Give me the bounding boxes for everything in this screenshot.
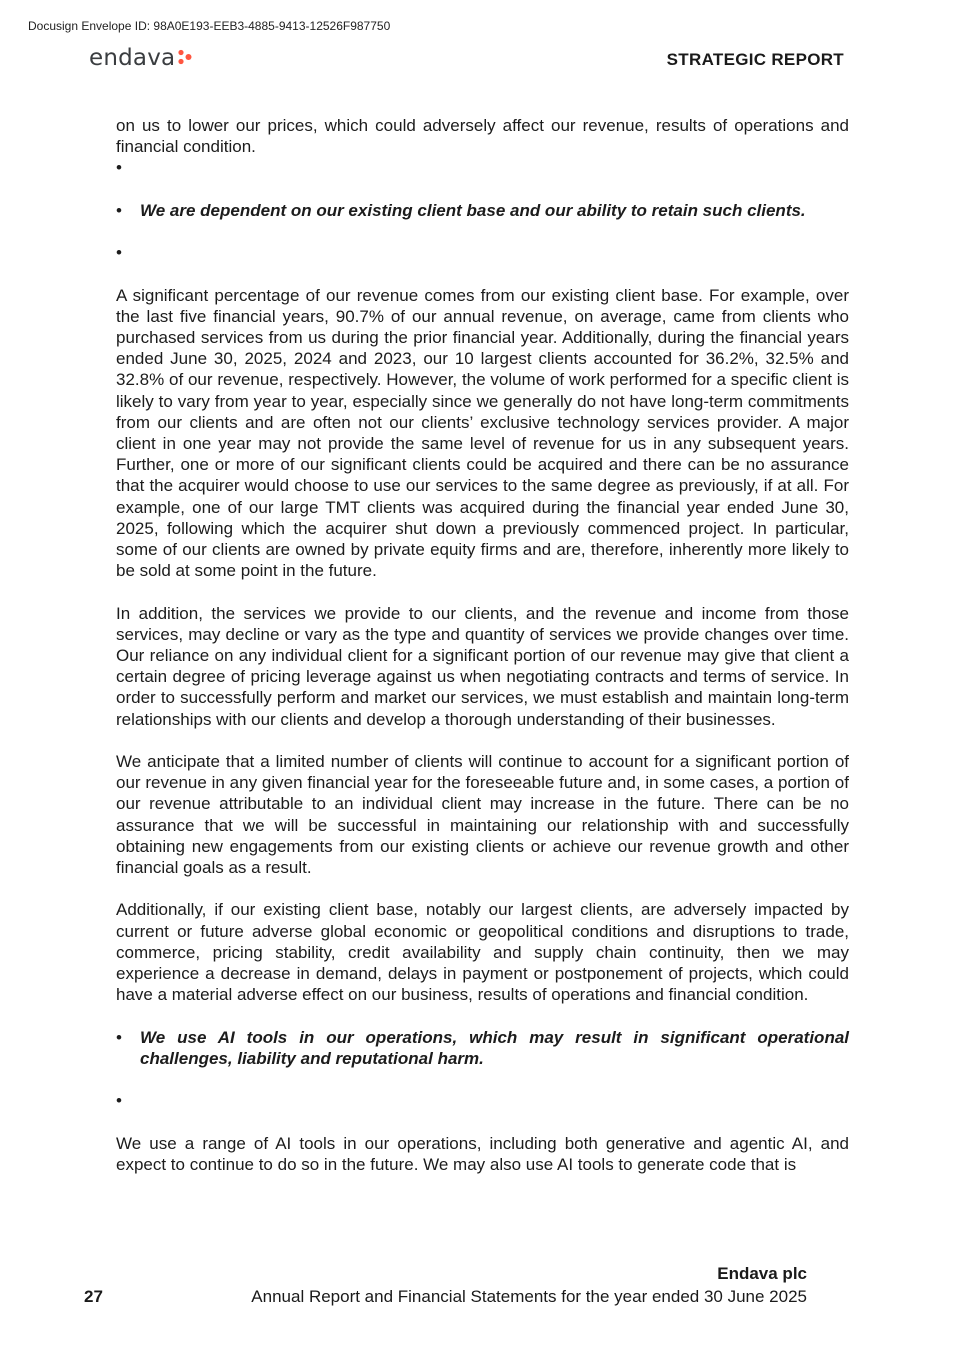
endava-mark-icon <box>177 49 193 70</box>
logo-text: endava <box>89 45 176 71</box>
bullet-icon: • <box>116 1091 122 1111</box>
body-paragraph: A significant percentage of our revenue comes from our existing client base. For example, over the last five financial years, 90.7% of our annual revenue, on average, came from clients who purchased services from us during the prior financial year. Additionally, during the financial years ended June 30, 2025, 2024 and 2023, our 10 largest clients accounted for 36.2%, 32.5% and 32.8% of our revenue, respectively. However, the volume of work performed for a specific client is likely to vary from year to year, especially since we generally do not have long-term commitments from our clients and are often not our clients’ exclusive technology services provider. A major client in one year may not provide the same level of revenue for us in any subsequent years. Further, one or more of our significant clients could be acquired and there can be no assurance that the acquirer would choose to use our services to the same degree as previously, if at all. For example, one of our large TMT clients was acquired during the financial year ended June 30, 2025, following which the acquirer shut down a previously commenced project. In particular, some of our clients are owned by private equity firms and are, therefore, inherently more likely to be sold at some point in the future. <box>116 285 849 581</box>
risk-heading-client-base <box>116 200 849 221</box>
body-paragraph: We use a range of AI tools in our operations, including both generative and agentic AI, and expect to continue to do so in the future. We may also use AI tools to generate code that is <box>116 1133 849 1174</box>
risk-heading-text: We are dependent on our existing client base and our ability to retain such clients. <box>140 200 806 220</box>
empty-bullet <box>116 157 849 178</box>
page-number: 27 <box>84 1287 103 1306</box>
body-paragraph: In addition, the services we provide to our clients, and the revenue and income from those services, may decline or vary as the type and quantity of services we provide changes over time. Our reliance on any individual client for a significant portion of our revenue may give that client a certain degree of pricing leverage against us when negotiating contracts and terms of service. In order to successfully perform and market our services, we must establish and maintain long-term relationships with our clients and develop a thorough understanding of their businesses. <box>116 603 849 729</box>
bullet-icon: • <box>116 243 122 263</box>
footer-company: Endava plc <box>717 1264 807 1283</box>
page-content <box>116 115 849 1196</box>
risk-heading-text: We use AI tools in our operations, which may result in significant operational challenges, liability and reputational harm. <box>140 1027 849 1068</box>
empty-bullet <box>116 242 849 263</box>
bullet-icon: • <box>116 158 122 178</box>
body-paragraph: We anticipate that a limited number of clients will continue to account for a significant portion of our revenue in any given financial year for the foreseeable future and, in some cases, a portion of our revenue attributable to an individual client may increase in the future. There can be no assurance that we will be successful in maintaining our relationship with and successfully obtaining new engagements from our existing clients or achieve our revenue growth and other financial goals as a result. <box>116 751 849 877</box>
bullet-icon: • <box>116 200 122 220</box>
risk-heading-ai-tools <box>116 1027 849 1069</box>
footer-report-title: Annual Report and Financial Statements for the year ended 30 June 2025 <box>251 1287 807 1306</box>
bullet-icon: • <box>116 1027 122 1047</box>
endava-logo <box>89 44 193 72</box>
continuation-paragraph: on us to lower our prices, which could adversely affect our revenue, results of operations and financial condition. <box>116 116 849 157</box>
docusign-envelope-id: Docusign Envelope ID: 98A0E193-EEB3-4885-9413-12526F987750 <box>28 19 391 33</box>
empty-bullet <box>116 1090 849 1111</box>
section-title: STRATEGIC REPORT <box>666 50 844 69</box>
body-paragraph: Additionally, if our existing client base, notably our largest clients, are adversely impacted by current or future adverse global economic or geopolitical conditions and disruptions to trade, commerce, pricing stability, credit availability and supply chain continuity, then we may experience a decrease in demand, delays in payment or postponement of projects, which could have a material adverse effect on our business, results of operations and financial condition. <box>116 900 849 1005</box>
